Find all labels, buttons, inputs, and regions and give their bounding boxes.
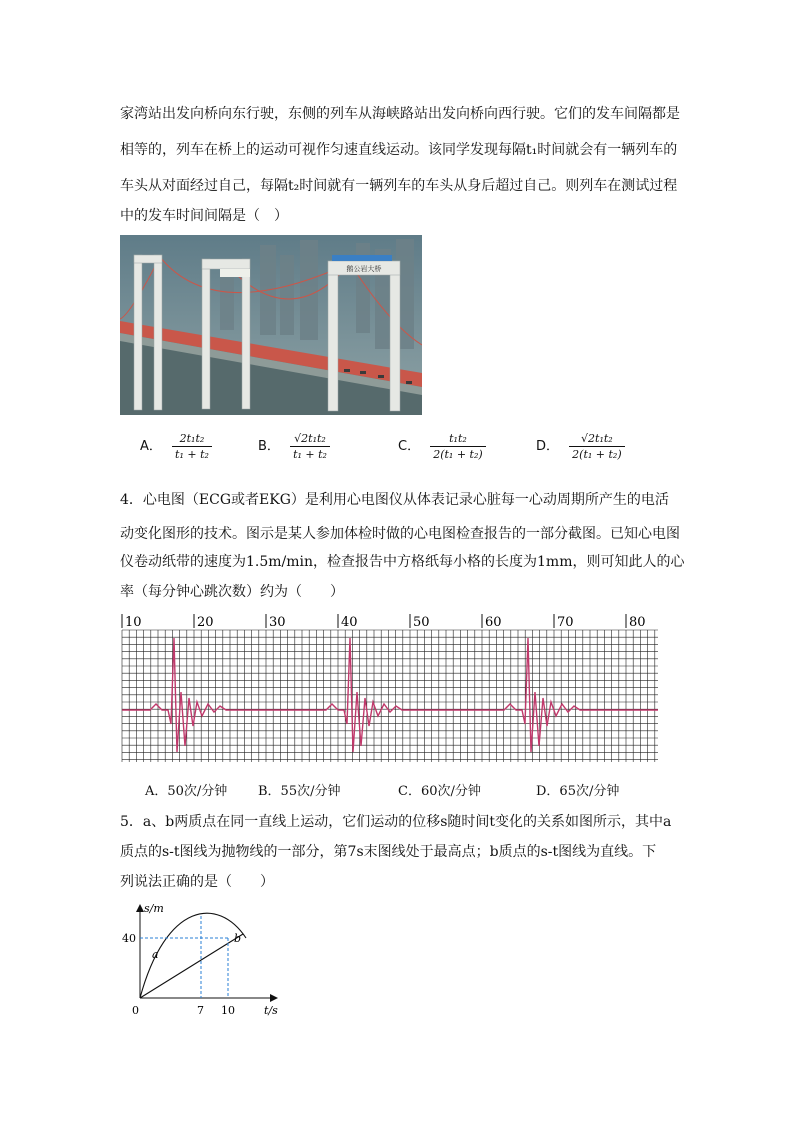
ecg-tick-label: 60 — [485, 615, 502, 630]
bridge-photo — [120, 235, 422, 415]
st-graph — [118, 898, 298, 1022]
q4-line-3: 仪卷动纸带的速度为1.5m/min，检查报告中方格纸每小格的长度为1mm，则可知此人的心 — [120, 554, 685, 570]
ecg-grid — [122, 630, 658, 762]
bridge-sign: 鹅公岩大桥 — [346, 265, 382, 273]
q3-line-2: 相等的，列车在桥上的运动可视作匀速直线运动。该同学发现每隔t₁时间就会有一辆列车的 — [120, 142, 678, 158]
option-numerator: 2t₁t₂ — [179, 432, 205, 445]
q3-option-b[interactable] — [258, 432, 330, 461]
q4-option-d[interactable]: D．65次/分钟 — [536, 784, 620, 799]
q4-option-b[interactable]: B．55次/分钟 — [258, 784, 341, 799]
q3-option-c[interactable] — [398, 432, 486, 461]
ecg-tick-label: 70 — [557, 615, 574, 630]
option-letter: C． — [398, 439, 421, 454]
q3-line-3: 车头从对面经过自己，每隔t₂时间就有一辆列车的车头从身后超过自己。则列车在测试过程 — [120, 178, 678, 194]
q5-line-2: 质点的s-t图线为抛物线的一部分，第7s末图线处于最高点；b质点的s-t图线为直线。下 — [120, 844, 657, 860]
option-denominator: 2(t₁ + t₂) — [430, 446, 485, 461]
option-numerator: √2t₁t₂ — [294, 432, 326, 445]
ecg-tick-label: 80 — [629, 615, 646, 630]
q5-line-3: 列说法正确的是（ ） — [120, 874, 274, 890]
ecg-tick-label: 40 — [341, 615, 358, 630]
x-tick-10: 10 — [221, 1004, 235, 1017]
option-denominator: t₁ + t₂ — [172, 446, 212, 461]
option-letter: A． — [140, 439, 162, 454]
ecg-tick-label: 30 — [269, 615, 286, 630]
option-letter: B． — [258, 439, 280, 454]
q3-line-4: 中的发车时间间隔是（ ） — [120, 208, 288, 224]
origin-label: 0 — [132, 1004, 139, 1017]
q4-line-1: 4．心电图（ECG或者EKG）是利用心电图仪从体表记录心脏每一心动周期所产生的电活 — [120, 492, 669, 508]
q3-line-1: 家湾站出发向桥向东行驶，东侧的列车从海峡路站出发向桥向西行驶。它们的发车间隔都是 — [120, 106, 680, 122]
q4-option-c[interactable]: C．60次/分钟 — [398, 784, 481, 799]
q4-option-a[interactable]: A．50次/分钟 — [145, 784, 228, 799]
x-axis-label: t/s — [264, 1004, 278, 1017]
ecg-tick-label: 20 — [197, 615, 214, 630]
ecg-tick-labels — [122, 614, 646, 630]
q4-line-2: 动变化图形的技术。图示是某人参加体检时做的心电图检查报告的一部分截图。已知心电图 — [120, 526, 680, 542]
curve-a-label: a — [152, 948, 159, 961]
ecg-tick-label: 50 — [413, 615, 430, 630]
ecg-tick-label: 10 — [125, 615, 142, 630]
q5-line-1: 5．a、b两质点在同一直线上运动，它们运动的位移s随时间t变化的关系如图所示，其中a — [120, 814, 672, 830]
q3-option-a[interactable] — [140, 432, 212, 461]
ecg-strip — [118, 612, 664, 764]
option-letter: D． — [536, 439, 560, 454]
option-denominator: t₁ + t₂ — [290, 446, 330, 461]
y-tick-40: 40 — [122, 932, 136, 945]
option-numerator: √2t₁t₂ — [581, 432, 613, 445]
x-tick-7: 7 — [197, 1004, 204, 1017]
q4-line-4: 率（每分钟心跳次数）约为（ ） — [120, 584, 344, 600]
option-denominator: 2(t₁ + t₂) — [569, 446, 624, 461]
y-axis-label: s/m — [144, 902, 164, 915]
q3-option-d[interactable] — [536, 432, 625, 461]
line-b-label: b — [234, 932, 242, 945]
option-numerator: t₁t₂ — [449, 432, 467, 445]
